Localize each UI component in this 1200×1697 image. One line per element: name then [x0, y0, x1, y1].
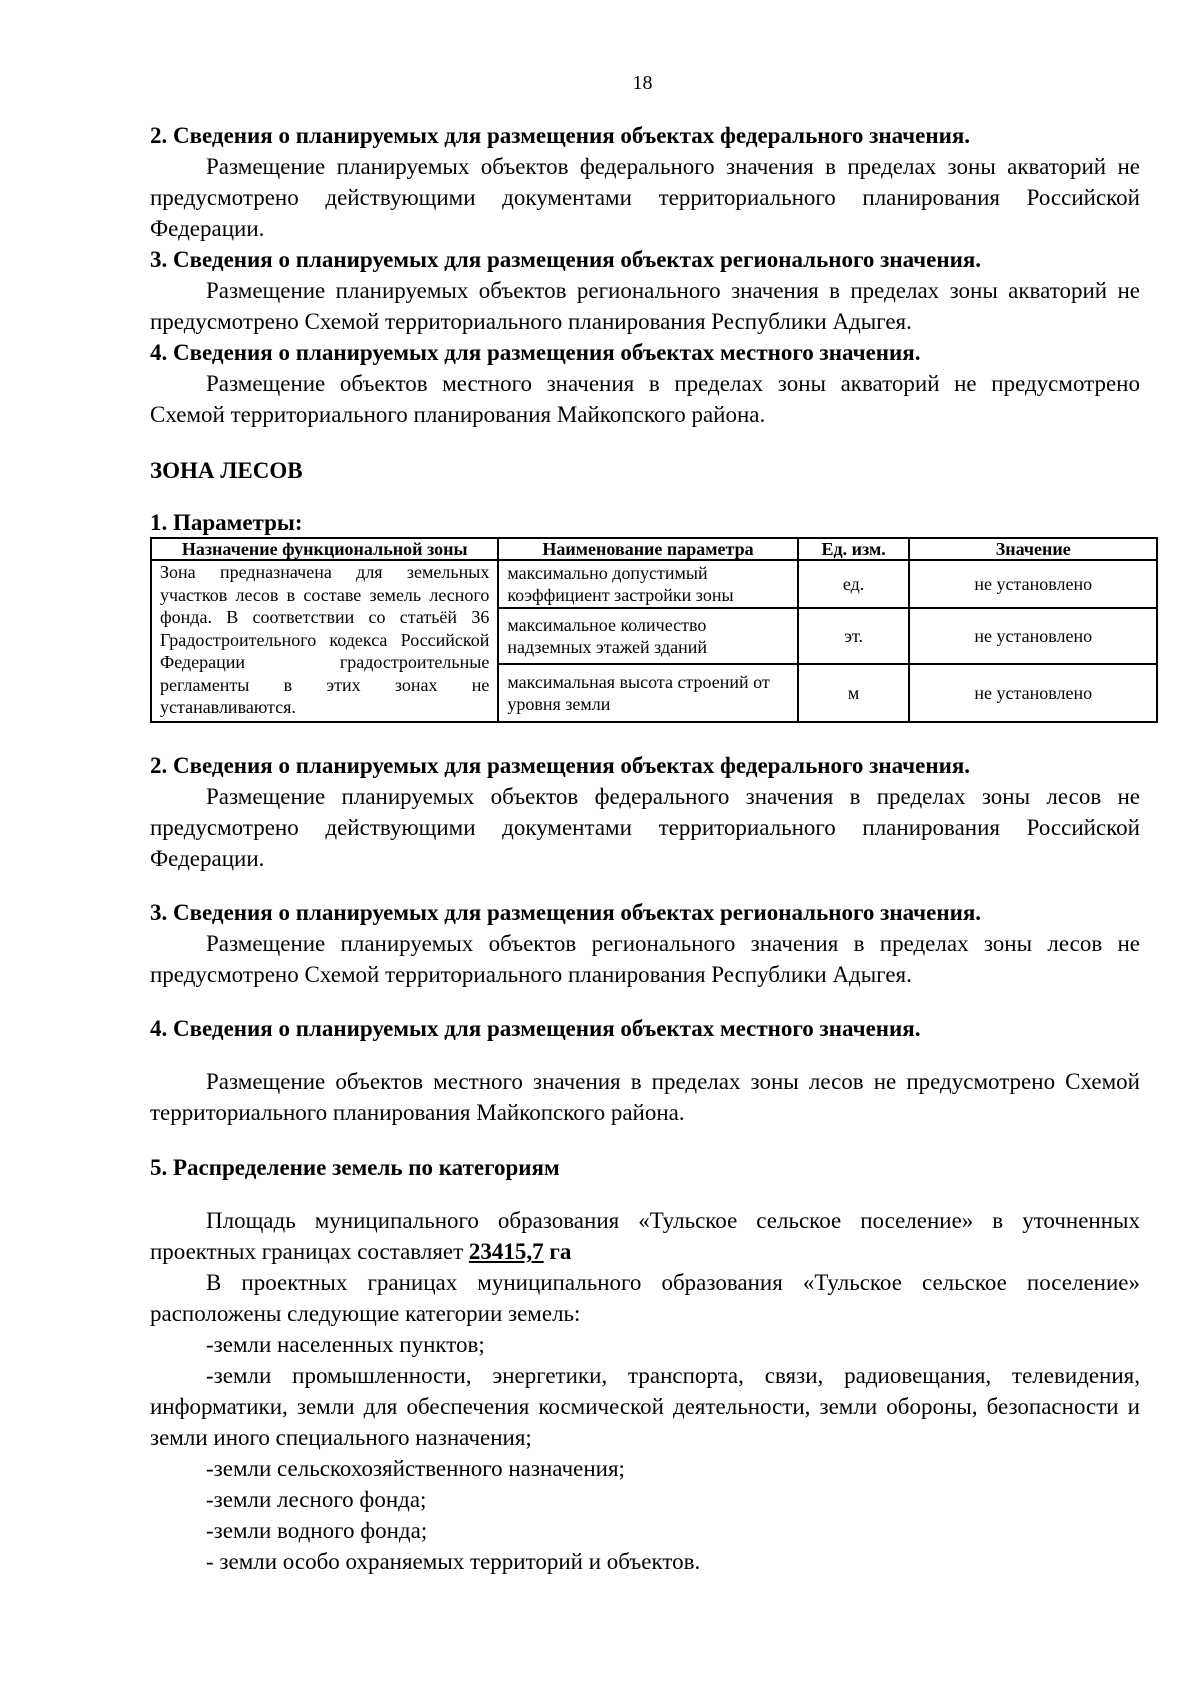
lands-heading: 5. Распределение земель по категориям	[150, 1155, 560, 1180]
land-category-item: -земли сельскохозяйственного назначения;	[206, 1456, 625, 1481]
table-row	[151, 560, 1157, 608]
forest-local-text: Размещение объектов местного значения в пределах зоны лесов не предусмотрено Схемой территориального планирования Майкопского района.	[150, 1069, 1140, 1125]
value-cell: не установлено	[909, 560, 1157, 608]
forest-local-heading: 4. Сведения о планируемых для размещения объектах местного значения.	[150, 1016, 921, 1041]
params-heading: 1. Параметры:	[150, 510, 303, 535]
unit-cell: м	[798, 664, 910, 722]
area-unit: га	[549, 1239, 572, 1264]
table-header: Назначение функциональной зоны	[151, 538, 498, 560]
forest-federal-heading: 2. Сведения о планируемых для размещения объектах федерального значения.	[150, 753, 971, 778]
param-name-cell: максимальное количество надземных этажей зданий	[498, 608, 797, 664]
params-table	[150, 537, 1158, 723]
land-category-item: -земли лесного фонда;	[206, 1487, 427, 1512]
akvatoria-federal-heading: 2. Сведения о планируемых для размещения объектах федерального значения.	[150, 123, 971, 148]
param-name-cell: максимально допустимый коэффициент застройки зоны	[498, 560, 797, 608]
akvatoria-regional-heading: 3. Сведения о планируемых для размещения объектах регионального значения.	[150, 247, 982, 272]
table-header: Ед. изм.	[798, 538, 910, 560]
table-header: Наименование параметра	[498, 538, 797, 560]
land-category-item: -земли промышленности, энергетики, транспорта, связи, радиовещания, телевидения, информатики, земли для обеспечения космической деятельности, земли обороны, безопасности и земли иного специального назначения;	[150, 1363, 1140, 1450]
value-cell: не установлено	[909, 608, 1157, 664]
forest-federal-text: Размещение планируемых объектов федерального значения в пределах зоны лесов не предусмотрено действующими документами территориального планирования Российской Федерации.	[150, 784, 1140, 871]
area-value: 23415,7	[468, 1239, 544, 1264]
area-paragraph	[150, 1205, 1140, 1267]
area-text: Площадь муниципального образования «Тульское сельское поселение» в уточненных проектных границах составляет	[150, 1208, 1140, 1264]
land-category-item: -земли населенных пунктов;	[206, 1332, 485, 1357]
akvatoria-local-text: Размещение объектов местного значения в пределах зоны акваторий не предусмотрено Схемой территориального планирования Майкопского района.	[150, 371, 1140, 427]
akvatoria-federal-text: Размещение планируемых объектов федерального значения в пределах зоны акваторий не предусмотрено действующими документами территориального планирования Российской Федерации.	[150, 154, 1140, 241]
table-header: Значение	[909, 538, 1157, 560]
zone-description-cell: Зона предназначена для земельных участков лесов в составе земель лесного фонда. В соответствии со статьёй 36 Градостроительного кодекса Российской Федерации градостроительные регламенты в этих зонах не устанавливаются.	[151, 560, 498, 722]
unit-cell: эт.	[798, 608, 910, 664]
page-content	[150, 120, 1140, 1577]
lands-intro: В проектных границах муниципального образования «Тульское сельское поселение» расположены следующие категории земель:	[150, 1270, 1140, 1326]
value-cell: не установлено	[909, 664, 1157, 722]
forest-regional-heading: 3. Сведения о планируемых для размещения объектах регионального значения.	[150, 900, 982, 925]
unit-cell: ед.	[798, 560, 910, 608]
param-name-cell: максимальная высота строений от уровня земли	[498, 664, 797, 722]
akvatoria-regional-text: Размещение планируемых объектов регионального значения в пределах зоны акваторий не предусмотрено Схемой территориального планирования Республики Адыгея.	[150, 278, 1140, 334]
page-number: 18	[632, 72, 653, 94]
table-header-row	[151, 538, 1157, 560]
land-category-item: -земли водного фонда;	[206, 1518, 428, 1543]
forest-regional-text: Размещение планируемых объектов регионального значения в пределах зоны лесов не предусмотрено Схемой территориального планирования Республики Адыгея.	[150, 931, 1140, 987]
akvatoria-local-heading: 4. Сведения о планируемых для размещения объектах местного значения.	[150, 340, 921, 365]
forest-zone-title: ЗОНА ЛЕСОВ	[150, 458, 303, 483]
land-category-item: - земли особо охраняемых территорий и объектов.	[206, 1549, 701, 1574]
